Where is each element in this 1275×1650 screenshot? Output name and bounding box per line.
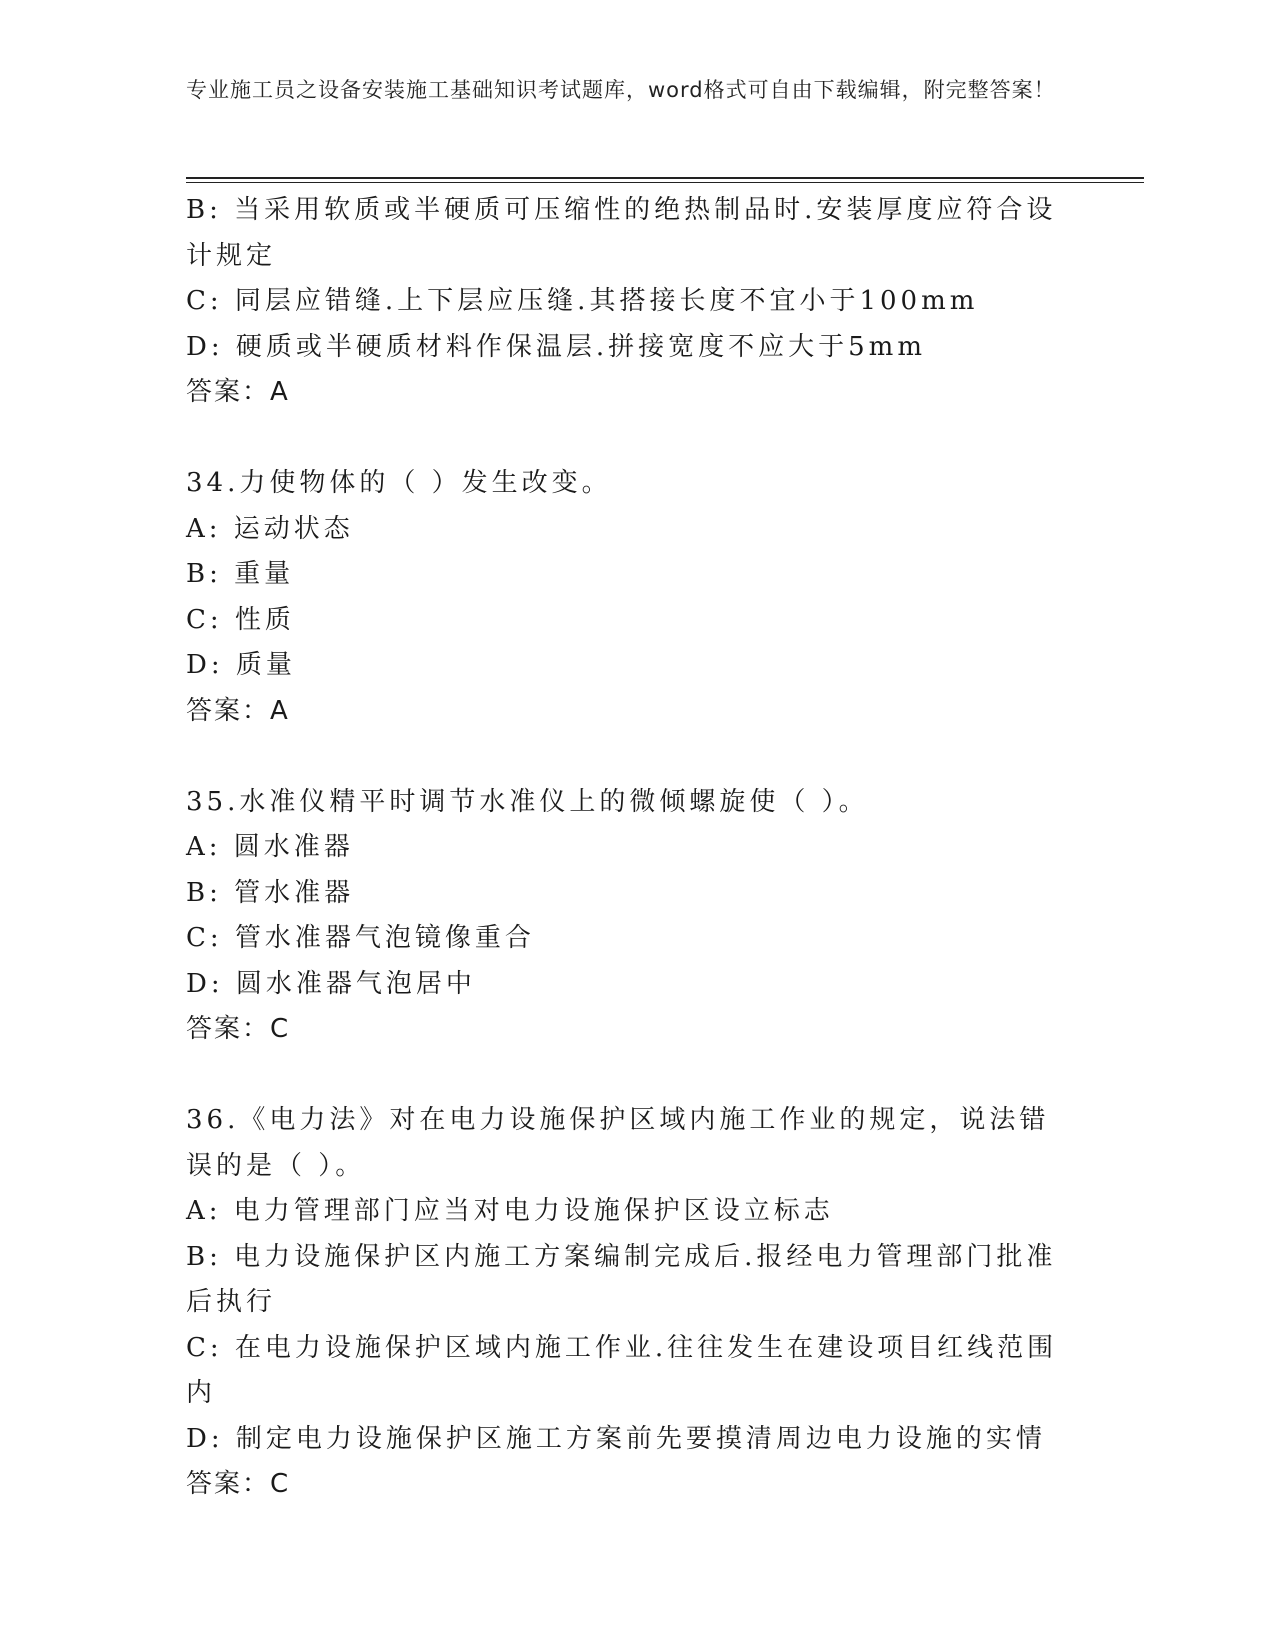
question-35-option-d: D: 圆水准器气泡居中: [186, 968, 476, 999]
question-34-text: 34.力使物体的（ ）发生改变。: [186, 468, 612, 498]
question-35-answer: 答案：C: [186, 1014, 291, 1044]
question-34-answer: 答案：A: [186, 695, 290, 726]
question-34-block: [186, 461, 1066, 734]
question-35-text: 35.水准仪精平时调节水准仪上的微倾螺旋使（ ）。: [186, 786, 869, 817]
question-33-answer: 答案：A: [186, 377, 290, 407]
header-divider-thin: [186, 182, 1144, 183]
question-35-option-b: B: 管水准器: [186, 877, 355, 908]
header-divider-thick: [186, 177, 1144, 179]
spacer: [186, 1053, 1066, 1099]
question-34-option-d: D: 质量: [186, 650, 296, 680]
spacer: [186, 734, 1066, 780]
question-36-option-a: A: 电力管理部门应当对电力设施保护区设立标志: [186, 1196, 834, 1226]
question-36-block: [186, 1098, 1066, 1508]
question-36-option-d: D: 制定电力设施保护区施工方案前先要摸清周边电力设施的实情: [186, 1423, 1046, 1454]
question-36-option-c: C: 在电力设施保护区域内施工作业.往往发生在建设项目红线范围内: [186, 1332, 1058, 1408]
question-36-text: 36.《电力法》对在电力设施保护区域内施工作业的规定，说法错误的是（ ）。: [186, 1105, 1050, 1181]
question-33-option-d: D: 硬质或半硬质材料作保温层.拼接宽度不应大于5mm: [186, 331, 926, 362]
question-35-option-c: C: 管水准器气泡镜像重合: [186, 923, 535, 953]
question-34-option-a: A: 运动状态: [186, 513, 354, 544]
question-33-block: [186, 188, 1066, 416]
question-35-option-a: A: 圆水准器: [186, 832, 354, 862]
question-33-option-b: B: 当采用软质或半硬质可压缩性的绝热制品时.安装厚度应符合设计规定: [186, 195, 1057, 271]
question-36-answer: 答案：C: [186, 1469, 291, 1499]
question-list: [186, 188, 1066, 1508]
spacer: [186, 416, 1066, 462]
question-33-option-c: C: 同层应错缝.上下层应压缝.其搭接长度不宜小于100mm: [186, 286, 979, 316]
document-header: 专业施工员之设备安装施工基础知识考试题库，word格式可自由下载编辑，附完整答案！: [186, 78, 1056, 102]
question-35-block: [186, 780, 1066, 1053]
question-34-option-b: B: 重量: [186, 559, 295, 589]
question-34-option-c: C: 性质: [186, 604, 295, 635]
question-36-option-b: B: 电力设施保护区内施工方案编制完成后.报经电力管理部门批准后执行: [186, 1241, 1057, 1317]
